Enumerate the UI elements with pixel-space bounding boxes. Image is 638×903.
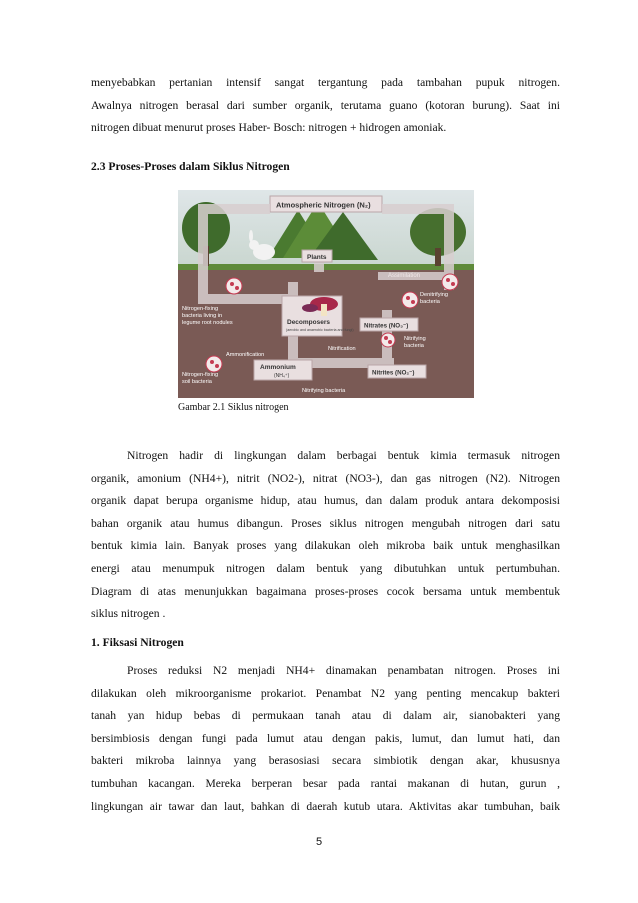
text-line: Proses reduksi N2 menjadi NH4+ dinamakan penambatan nitrogen. Proses ini: [127, 664, 560, 677]
figure-caption: Gambar 2.1 Siklus nitrogen: [178, 402, 289, 413]
text-line: lingkungan air tawar dan laut, bahkan di daerah kutub utara. Aktivitas akar tumbuhan, baik: [91, 799, 560, 813]
grass-strip: [178, 264, 474, 270]
nitrogen-cycle-figure: [178, 190, 474, 398]
text-line: bentuk kimia lain. Banyak proses yang dilakukan oleh mikroba baik untuk menghasilkan: [91, 539, 560, 553]
bacteria-icon: [402, 292, 418, 308]
fixing-legume-label: Nitrogen-fixing bacteria living in legume root nodules: [182, 306, 233, 326]
plants-label: Plants: [307, 254, 327, 261]
text-line: Diagram di atas menunjukkan bagaimana proses-proses cocok bersama untuk membentuk: [91, 584, 560, 598]
section-heading: 2.3 Proses-Proses dalam Siklus Nitrogen: [91, 160, 290, 173]
bacteria-icon: [206, 356, 222, 372]
nitrates-label: Nitrates (NO₃⁻): [364, 322, 409, 330]
bacteria-icon: [226, 278, 242, 294]
bacteria-icon: [381, 333, 395, 347]
nitrifying-bottom-label: Nitrifying bacteria: [302, 388, 346, 394]
text-line: nitrogen dibuat menurut proses Haber- Bosch: nitrogen + hidrogen amoniak.: [91, 121, 447, 135]
text-line: bahan organik atau humus dibangun. Proses siklus nitrogen mengubah nitrogen dari satu: [91, 516, 560, 530]
nitrifying-right-label: Nitrifying bacteria: [404, 336, 426, 349]
text-line: tumbuhan kacangan. Mereka berperan besar pada rantai makanan di hutan, gurun ,: [91, 776, 560, 790]
denitrifying-label: Denitrifying bacteria: [420, 292, 448, 305]
text-line: menyebabkan pertanian intensif sangat tergantung pada tambahan pupuk nitrogen.: [91, 76, 560, 89]
intro-paragraph: [91, 72, 560, 140]
subsection-heading: 1. Fiksasi Nitrogen: [91, 636, 184, 649]
nitrites-label: Nitrites (NO₂⁻): [372, 369, 415, 377]
ammonium-formula-label: (NH₄⁺): [274, 373, 290, 379]
fixing-soil-label: Nitrogen-fixing soil bacteria: [182, 372, 219, 385]
text-line: bersimbiosis dengan fungi pada lumut atau dengan pakis, lumut, dan lumut hati, dan: [91, 731, 560, 745]
body-paragraph: [91, 660, 560, 818]
text-line: energi atau menumpuk nitrogen dalam bentuk yang dibutuhkan untuk pertumbuhan.: [91, 561, 560, 575]
atmospheric-nitrogen-label: Atmospheric Nitrogen (N₂): [276, 200, 371, 210]
text-line: siklus nitrogen .: [91, 607, 166, 621]
decomposers-label: Decomposers: [287, 319, 330, 326]
page-number: 5: [315, 836, 323, 848]
text-line: tanah yan hidup bebas di permukaan tanah atau di dalam air, sianobakteri yang: [91, 709, 560, 723]
ammonification-label: Ammonification: [226, 352, 265, 358]
nitrification-label: Nitrification: [328, 346, 356, 352]
bacteria-icon: [442, 274, 458, 290]
text-line: organik dapat berupa organisme hidup, atau humus, dan dalam produk antara dekomposisi: [91, 494, 560, 508]
body-paragraph: [91, 445, 560, 626]
text-line: Awalnya nitrogen berasal dari sumber organik, terutama guano (kotoran burung). Saat ini: [91, 98, 560, 112]
assimilation-label: Assimilation: [388, 273, 421, 279]
text-line: dilakukan oleh mikroorganisme prokariot. Penambat N2 yang penting mencakup bakteri: [91, 686, 560, 700]
text-line: bakteri mikroba lainnya yang berasosiasi secara simbiotik dengan akar, khususnya: [91, 754, 560, 768]
text-line: organik, amonium (NH4+), nitrit (NO2-), nitrat (NO3-), dan gas nitrogen (N2). Nitrogen: [91, 471, 560, 485]
decomposers-sub-label: (aerobic and anaerobic bacteria and fungi): [286, 328, 354, 332]
text-line: Nitrogen hadir di lingkungan dalam berbagai bentuk kimia termasuk nitrogen: [127, 449, 560, 462]
ammonium-label: Ammonium: [260, 364, 296, 371]
